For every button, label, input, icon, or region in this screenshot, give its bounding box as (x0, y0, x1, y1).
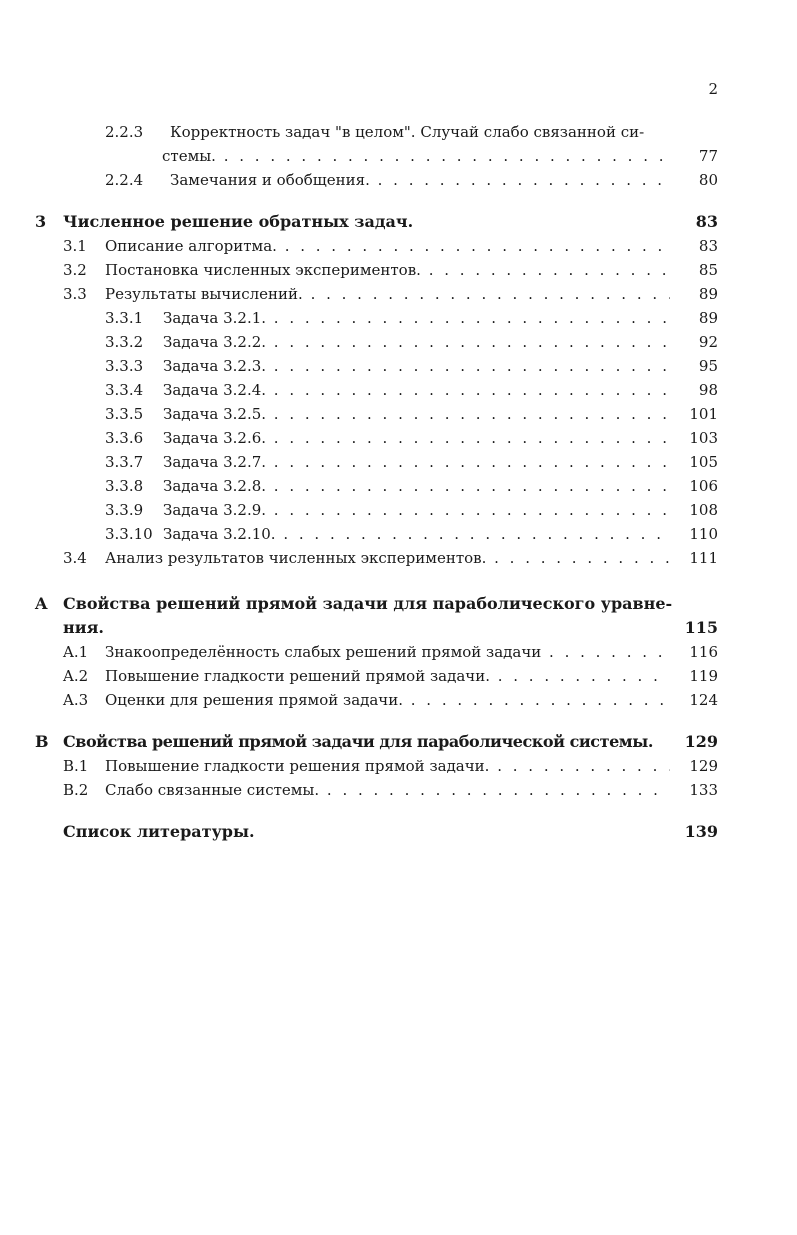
toc-entry-title: Повышение гладкости решений прямой задачи. . . . (105, 665, 670, 687)
toc-appendix-a[interactable] (0, 593, 797, 615)
toc-entry-title: Задача 3.2.3. . . . (163, 355, 670, 377)
toc-entry-number: A.3 (63, 691, 89, 709)
toc-entry-title: Корректность задач "в целом". Случай слабо связанной си- (170, 123, 645, 141)
toc-entry-page: 80 (698, 171, 718, 189)
toc-entry-title: Анализ результатов численных экспериментов. . . . (105, 547, 670, 569)
toc-chapter-page: 83 (695, 212, 718, 231)
toc-entry-title: Задача 3.2.2. . . . (163, 331, 670, 353)
toc-entry-3-3-2[interactable] (0, 331, 797, 353)
toc-entry-number: B.2 (63, 781, 89, 799)
toc-entry-number: A.1 (63, 643, 89, 661)
toc-entry-page: 116 (689, 643, 718, 661)
toc-entry-number: 2.2.3 (105, 123, 144, 141)
toc-entry-page: 129 (689, 757, 718, 775)
toc-chapter-title: Свойства решений прямой задачи для параболической системы. (63, 732, 653, 751)
toc-entry-page: 124 (689, 691, 718, 709)
toc-entry-3-1[interactable] (0, 235, 797, 257)
toc-entry-3-3-5[interactable] (0, 403, 797, 425)
toc-entry-3-3-9[interactable] (0, 499, 797, 521)
toc-entry-number: 3.3 (63, 285, 87, 303)
toc-entry-title: Задача 3.2.1. . . . (163, 307, 670, 329)
toc-chapter-page: 129 (684, 732, 718, 751)
toc-entry-title: Слабо связанные системы. . . . (105, 779, 670, 801)
toc-entry-title: Описание алгоритма. . . . (105, 235, 670, 257)
toc-entry-3-3[interactable] (0, 283, 797, 305)
toc-entry-page: 110 (689, 525, 718, 543)
toc-entry-page: 89 (698, 309, 718, 327)
toc-entry-title: Постановка численных экспериментов. . . . (105, 259, 670, 281)
toc-entry-a-1[interactable] (0, 641, 797, 663)
toc-entry-a-2[interactable] (0, 665, 797, 687)
toc-entry-page: 111 (689, 549, 718, 567)
toc-entry-number: 3.4 (63, 549, 87, 567)
toc-chapter-title-cont: ния. (63, 618, 104, 637)
toc-chapter-page: 139 (684, 822, 718, 841)
toc-entry-3-3-7[interactable] (0, 451, 797, 473)
toc-chapter-number: A (35, 594, 48, 613)
toc-entry-number: 3.2 (63, 261, 87, 279)
toc-entry-title: Задача 3.2.5. . . . (163, 403, 670, 425)
toc-entry-title-cont: стемы. . . . (162, 145, 670, 167)
toc-entry-page: 85 (698, 261, 718, 279)
toc-entry-b-2[interactable] (0, 779, 797, 801)
toc-bibliography[interactable] (0, 821, 797, 843)
toc-appendix-b[interactable] (0, 731, 797, 753)
toc-entry-number: 3.3.9 (105, 501, 144, 519)
toc-entry-number: 3.1 (63, 237, 87, 255)
toc-entry-number: B.1 (63, 757, 89, 775)
toc-entry-page: 95 (698, 357, 718, 375)
toc-entry-3-3-8[interactable] (0, 475, 797, 497)
toc-entry-title: Задача 3.2.4. . . . (163, 379, 670, 401)
toc-entry-page: 106 (689, 477, 718, 495)
toc-entry-page: 119 (689, 667, 718, 685)
toc-entry-page: 101 (689, 405, 718, 423)
toc-entry-3-3-4[interactable] (0, 379, 797, 401)
toc-chapter-number: B (35, 732, 49, 751)
toc-entry-number: 3.3.2 (105, 333, 144, 351)
toc-appendix-a-cont[interactable] (0, 617, 797, 639)
toc-entry-2-2-3-cont[interactable] (0, 145, 797, 167)
toc-entry-page: 105 (689, 453, 718, 471)
toc-entry-page: 103 (689, 429, 718, 447)
toc-entry-2-2-4[interactable] (0, 169, 797, 191)
toc-entry-number: 3.3.7 (105, 453, 144, 471)
toc-entry-3-2[interactable] (0, 259, 797, 281)
toc-entry-page: 89 (698, 285, 718, 303)
toc-entry-title: Замечания и обобщения. . . . (170, 169, 670, 191)
toc-entry-number: 3.3.4 (105, 381, 144, 399)
toc-entry-page: 133 (689, 781, 718, 799)
toc-entry-3-4[interactable] (0, 547, 797, 569)
toc-chapter-number: 3 (35, 212, 47, 231)
toc-entry-page: 108 (689, 501, 718, 519)
toc-entry-page: 98 (698, 381, 718, 399)
toc-entry-number: 3.3.5 (105, 405, 144, 423)
toc-entry-title: Задача 3.2.7. . . . (163, 451, 670, 473)
toc-entry-3-3-1[interactable] (0, 307, 797, 329)
toc-entry-number: 3.3.6 (105, 429, 144, 447)
toc-entry-number: 3.3.1 (105, 309, 144, 327)
toc-entry-number: A.2 (63, 667, 89, 685)
toc-chapter-title: Численное решение обратных задач. (63, 212, 414, 231)
toc-entry-title: Результаты вычислений. . . . (105, 283, 670, 305)
toc-entry-title: Оценки для решения прямой задачи. . . . (105, 689, 670, 711)
toc-chapter-page: 115 (684, 618, 718, 637)
toc-entry-title: Задача 3.2.8. . . . (163, 475, 670, 497)
toc-entry-title: Задача 3.2.10. . . . (163, 523, 670, 545)
toc-entry-page: 92 (698, 333, 718, 351)
toc-entry-number: 3.3.10 (105, 525, 153, 543)
toc-entry-page: 77 (698, 147, 718, 165)
toc-chapter-title: Список литературы. (63, 822, 255, 841)
toc-entry-number: 3.3.3 (105, 357, 144, 375)
toc-entry-number: 2.2.4 (105, 171, 144, 189)
toc-chapter-title: Свойства решений прямой задачи для параболического уравне- (63, 594, 673, 613)
toc-entry-3-3-10[interactable] (0, 523, 797, 545)
toc-entry-title: Повышение гладкости решения прямой задачи. . . . (105, 755, 670, 777)
page-number: 2 (708, 80, 718, 98)
toc-entry-title: Задача 3.2.9. . . . (163, 499, 670, 521)
toc-entry-title: Задача 3.2.6. . . . (163, 427, 670, 449)
toc-entry-number: 3.3.8 (105, 477, 144, 495)
toc-chapter-3[interactable] (0, 211, 797, 233)
toc-entry-title: Знакоопределённость слабых решений прямой задачи . . . (105, 641, 670, 663)
toc-entry-page: 83 (698, 237, 718, 255)
toc-entry-3-3-3[interactable] (0, 355, 797, 377)
toc-entry-b-1[interactable] (0, 755, 797, 777)
toc-entry-a-3[interactable] (0, 689, 797, 711)
toc-entry-2-2-3[interactable] (0, 121, 797, 143)
toc-entry-3-3-6[interactable] (0, 427, 797, 449)
